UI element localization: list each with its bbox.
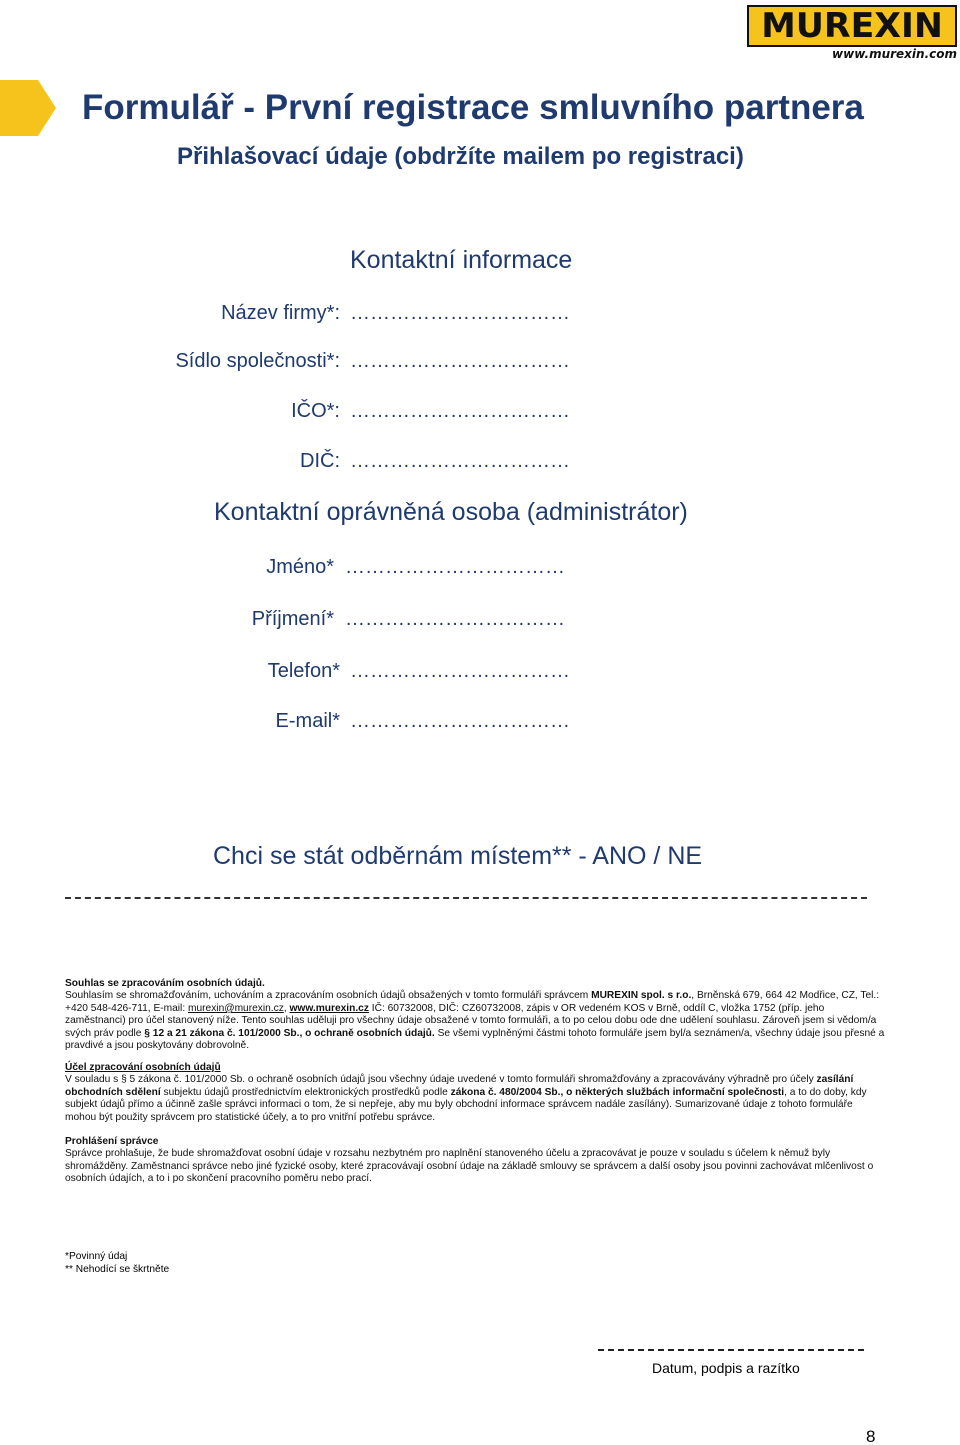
footnotes	[65, 1250, 169, 1276]
consent-email-link[interactable]: murexin@murexin.cz	[188, 1002, 284, 1014]
field-last-name[interactable]	[0, 608, 960, 638]
consent-text-part: Se všemi vyplněnými částmi tohoto formuláře jsem byl/a seznámen/a, všechny údaje jsou přesné a pravdivé a jsou poskytovány dobrovolně.	[65, 1027, 885, 1052]
purpose-emphasis: zasílání obchodních sdělení	[65, 1074, 854, 1098]
field-phone[interactable]	[0, 660, 960, 690]
field-label: E-mail*	[275, 710, 340, 732]
purpose-law-reference: zákona č. 480/2004 Sb., o některých službách informační společnosti	[450, 1086, 785, 1098]
page-number: 8	[866, 1427, 876, 1445]
field-label: Jméno*	[266, 556, 334, 578]
field-blank[interactable]: ……………………………	[345, 608, 565, 630]
declaration-heading: Prohlášení správce	[65, 1136, 159, 1147]
field-dic[interactable]	[0, 450, 960, 480]
field-blank[interactable]: ……………………………	[350, 450, 570, 472]
declaration-block	[65, 1136, 885, 1186]
purpose-text-part: V souladu s § 5 zákona č. 101/2000 Sb. o ochraně osobních údajů jsou všechny údaje uvedené v tomto formuláři shromažďovány a zpracovávány výhradně pro účely	[65, 1074, 817, 1086]
field-company-name[interactable]	[0, 302, 960, 332]
field-blank[interactable]: ……………………………	[350, 710, 570, 732]
field-blank[interactable]: ……………………………	[350, 302, 570, 324]
footnote-required: *Povinný údaj	[65, 1251, 128, 1262]
separator-dashed-line	[65, 897, 867, 899]
signature-line	[598, 1349, 864, 1351]
field-label: Telefon*	[267, 660, 340, 682]
field-ico[interactable]	[0, 400, 960, 430]
purpose-text-part: , a to do doby, kdy subjekt údajů přímo a účinně zašle správci informaci o tom, že si nepřeje, aby mu byly obchodní informace správcem nadále zasílány). Sumarizované údaje z tohoto formuláře mohou být použity správcem pro statistické účely, a to pro vnitřní potřebu správce.	[65, 1086, 867, 1123]
field-blank[interactable]: ……………………………	[350, 350, 570, 372]
field-label: Příjmení*	[251, 608, 334, 630]
page-subtitle: Přihlašovací údaje (obdržíte mailem po registraci)	[177, 143, 744, 170]
consent-text-part: ,	[283, 1002, 290, 1014]
chevron-arrow-icon	[0, 80, 56, 136]
logo-url: www.murexin.com	[832, 47, 957, 61]
declaration-text: Správce prohlašuje, že bude shromažďovat osobní údaje v rozsahu nezbytném pro naplnění stanoveného účelu a zpracovávat je pouze v souladu s účelem k němuž byly shromážděny. Zaměstnanci správce nebo jiné fyzické osoby, které zpracovávají osobní údaje na základě smlouvy se správcem a další osoby jsou povinni zachovávat mlčenlivost o osobních údajích, a to i po skončení pracovního poměru nebo prací.	[65, 1148, 874, 1185]
field-company-seat[interactable]	[0, 350, 960, 380]
page-title: Formulář - První registrace smluvního partnera	[82, 88, 864, 127]
field-label: Sídlo společnosti*:	[175, 350, 340, 372]
consent-company: MUREXIN spol. s r.o.	[591, 990, 692, 1002]
purpose-text	[65, 1074, 885, 1124]
consent-law-reference: § 12 a 21 zákona č. 101/2000 Sb., o ochraně osobních údajů.	[144, 1027, 435, 1039]
purpose-text-part: subjektu údajů prostřednictvím elektronických prostředků podle	[160, 1086, 451, 1098]
field-label: Název firmy*:	[221, 302, 340, 324]
admin-section-heading: Kontaktní oprávněná osoba (administrátor)	[214, 498, 688, 526]
pickup-point-question[interactable]: Chci se stát odběrnám místem** - ANO / NE	[213, 842, 703, 870]
field-blank[interactable]: ……………………………	[350, 400, 570, 422]
field-label: IČO*:	[291, 400, 340, 422]
consent-text	[65, 990, 885, 1052]
field-first-name[interactable]	[0, 556, 960, 586]
consent-text-part: Souhlasím se shromažďováním, uchováním a zpracováním osobních údajů obsažených v tomto formuláři správcem	[65, 990, 592, 1002]
consent-heading: Souhlas se zpracováním osobních údajů.	[65, 978, 265, 989]
signature-label: Datum, podpis a razítko	[652, 1360, 800, 1376]
field-blank[interactable]: ……………………………	[350, 660, 570, 682]
field-label: DIČ:	[300, 450, 340, 472]
footnote-strike: ** Nehodící se škrtněte	[65, 1264, 170, 1275]
consent-web-link[interactable]: www.murexin.cz	[289, 1002, 369, 1014]
field-email[interactable]	[0, 710, 960, 740]
consent-text-part: IČ: 60732008, DIČ: CZ60732008, zápis v OR vedeném KOS v Brně, oddíl C, vložka 1752 (příp. jeho zaměstnanci) pro účel stanovený níže. Tento souhlas uděluji pro všechny údaje obsažené v tomto formuláři, a to po celou dobu ode dne udělení souhlasu. Zároveň jsem si vědom/a svých práv podle	[65, 1002, 877, 1039]
consent-block	[65, 978, 885, 1052]
field-blank[interactable]: ……………………………	[345, 556, 565, 578]
purpose-block	[65, 1062, 885, 1124]
consent-text-part: , Brněnská 679, 664 42 Modřice, CZ, Tel.: +420 548-426-711, E-mail:	[65, 990, 880, 1014]
logo-brand-text: MUREXIN	[761, 6, 943, 46]
contact-section-heading: Kontaktní informace	[350, 246, 573, 274]
murexin-logo	[747, 5, 957, 47]
purpose-heading: Účel zpracování osobních údajů	[65, 1062, 221, 1073]
